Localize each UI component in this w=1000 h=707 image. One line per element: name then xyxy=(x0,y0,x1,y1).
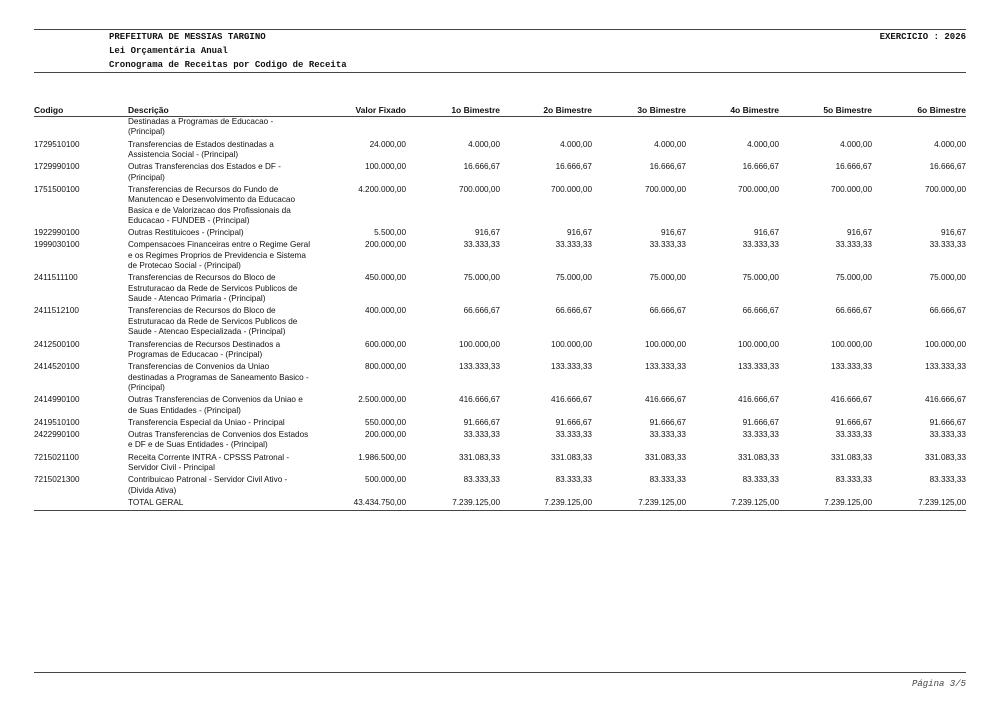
bimester-5: 416.666,67 xyxy=(831,395,872,405)
bimester-6: 133.333,33 xyxy=(925,362,966,372)
fixed-value: 800.000,00 xyxy=(365,362,406,372)
description-line: Outras Transferencias dos Estados e DF - xyxy=(128,162,281,172)
revenue-code: 1729990100 xyxy=(34,162,80,172)
bimester-3: 416.666,67 xyxy=(645,395,686,405)
bimester-6: 700.000,00 xyxy=(925,184,966,194)
bimester-6: 4.000,00 xyxy=(934,139,966,149)
revenue-code: 1999030100 xyxy=(34,240,80,250)
revenue-code: 2412500100 xyxy=(34,339,80,349)
bimester-5: 75.000,00 xyxy=(835,273,872,283)
col-header-description: Descrição xyxy=(128,105,169,115)
description-line: Educacao - FUNDEB - (Principal) xyxy=(128,216,250,226)
bimester-6: 75.000,00 xyxy=(929,273,966,283)
bimester-3: 16.666,67 xyxy=(649,162,686,172)
revenue-description xyxy=(128,273,328,306)
bimester-1: 916,67 xyxy=(474,228,500,238)
table-row xyxy=(34,185,966,228)
fixed-value: 450.000,00 xyxy=(365,273,406,283)
bimester-5: 4.000,00 xyxy=(840,139,872,149)
table-bottom-rule xyxy=(34,510,966,511)
table-row xyxy=(34,240,966,273)
total-label: TOTAL GERAL xyxy=(128,497,184,507)
description-line: Transferencias de Estados destinadas a xyxy=(128,139,274,149)
fixed-value: 1.986.500,00 xyxy=(358,452,406,462)
total-fixed-value: 43.434.750,00 xyxy=(353,497,406,507)
bimester-1: 100.000,00 xyxy=(459,339,500,349)
fixed-value xyxy=(328,117,406,140)
col-header-bimester-4: 4o Bimestre xyxy=(730,105,779,115)
bimester-4: 916,67 xyxy=(753,228,779,238)
bimester-6: 66.666,67 xyxy=(929,306,966,316)
bimester-2: 416.666,67 xyxy=(551,395,592,405)
col-header-bimester-3: 3o Bimestre xyxy=(637,105,686,115)
table-row xyxy=(34,117,966,140)
total-bimester-5: 7.239.125,00 xyxy=(824,497,872,507)
bimester-2: 133.333,33 xyxy=(551,362,592,372)
fixed-value: 400.000,00 xyxy=(365,306,406,316)
revenue-description xyxy=(128,453,328,476)
bimester-4: 331.083,33 xyxy=(738,452,779,462)
revenue-code: 2411512100 xyxy=(34,306,79,316)
bimester-6: 331.083,33 xyxy=(925,452,966,462)
bimester-2: 100.000,00 xyxy=(551,339,592,349)
bimester-6: 91.666,67 xyxy=(929,417,966,427)
table-row xyxy=(34,228,966,240)
bimester-3: 4.000,00 xyxy=(654,139,686,149)
description-line: Outras Transferencias de Convenios dos Estados xyxy=(128,429,309,439)
bimester-3: 66.666,67 xyxy=(649,306,686,316)
bimester-3: 75.000,00 xyxy=(649,273,686,283)
table-row xyxy=(34,140,966,163)
bimester-4: 4.000,00 xyxy=(747,139,779,149)
revenue-code: 2414990100 xyxy=(34,395,80,405)
description-line: de Suas Entidades - (Principal) xyxy=(128,405,241,415)
description-line: (Principal) xyxy=(128,127,165,137)
exercise-year: EXERCICIO : 2026 xyxy=(879,32,966,42)
revenue-code xyxy=(34,117,128,140)
bimester-4: 91.666,67 xyxy=(742,417,779,427)
description-line: Transferencia Especial da Uniao - Principal xyxy=(128,417,285,427)
bimester-6: 916,67 xyxy=(940,228,966,238)
total-bimester-6: 7.239.125,00 xyxy=(918,497,966,507)
col-header-bimester-6: 6o Bimestre xyxy=(917,105,966,115)
revenue-description xyxy=(128,228,328,240)
bimester-2: 33.333,33 xyxy=(555,429,592,439)
fixed-value: 5.500,00 xyxy=(374,228,406,238)
bimester-6: 33.333,33 xyxy=(929,429,966,439)
total-bimester-2: 7.239.125,00 xyxy=(544,497,592,507)
table-row xyxy=(34,430,966,453)
bimester-5 xyxy=(779,117,872,140)
bimester-4: 100.000,00 xyxy=(738,339,779,349)
bimester-2: 33.333,33 xyxy=(555,240,592,250)
bimester-4: 75.000,00 xyxy=(742,273,779,283)
total-bimester-1: 7.239.125,00 xyxy=(452,497,500,507)
table-row xyxy=(34,395,966,418)
bimester-3: 100.000,00 xyxy=(645,339,686,349)
table-header-row xyxy=(34,105,966,117)
bimester-5: 700.000,00 xyxy=(831,184,872,194)
col-header-bimester-2: 2o Bimestre xyxy=(543,105,592,115)
header-bottom-rule xyxy=(34,72,966,73)
bimester-4: 16.666,67 xyxy=(742,162,779,172)
description-line: Transferencias de Convenios da Uniao xyxy=(128,362,270,372)
description-line: (Divida Ativa) xyxy=(128,485,177,495)
revenue-description xyxy=(128,240,328,273)
revenue-description xyxy=(128,340,328,363)
bimester-4: 66.666,67 xyxy=(742,306,779,316)
bimester-5: 133.333,33 xyxy=(831,362,872,372)
bimester-5: 331.083,33 xyxy=(831,452,872,462)
bimester-1: 83.333,33 xyxy=(463,475,500,485)
description-line: Assistencia Social - (Principal) xyxy=(128,150,239,160)
col-header-fixed-value: Valor Fixado xyxy=(355,105,406,115)
bimester-4: 33.333,33 xyxy=(742,240,779,250)
bimester-2: 700.000,00 xyxy=(551,184,592,194)
bimester-6: 83.333,33 xyxy=(929,475,966,485)
bimester-5: 33.333,33 xyxy=(835,240,872,250)
fixed-value: 200.000,00 xyxy=(365,240,406,250)
bimester-4: 133.333,33 xyxy=(738,362,779,372)
description-line: (Principal) xyxy=(128,172,165,182)
report-title: Cronograma de Receitas por Codigo de Receita xyxy=(109,60,347,70)
description-line: Saude - Atencao Especializada - (Principal) xyxy=(128,327,286,337)
revenue-code: 1751500100 xyxy=(34,184,80,194)
table-row xyxy=(34,340,966,363)
bimester-1: 331.083,33 xyxy=(459,452,500,462)
revenue-schedule-table xyxy=(34,105,966,510)
bimester-5: 16.666,67 xyxy=(835,162,872,172)
description-line: Transferencias de Recursos do Fundo de xyxy=(128,184,279,194)
bimester-2: 83.333,33 xyxy=(555,475,592,485)
description-line: Transferencias de Recursos do Bloco de xyxy=(128,273,276,283)
fixed-value: 200.000,00 xyxy=(365,429,406,439)
revenue-description xyxy=(128,140,328,163)
bimester-2: 16.666,67 xyxy=(555,162,592,172)
municipality-name: PREFEITURA DE MESSIAS TARGINO xyxy=(109,32,266,42)
col-header-code: Codigo xyxy=(34,105,64,115)
bimester-4: 33.333,33 xyxy=(742,429,779,439)
bimester-5: 33.333,33 xyxy=(835,429,872,439)
bimester-2: 66.666,67 xyxy=(555,306,592,316)
table-row xyxy=(34,475,966,498)
description-line: destinadas a Programas de Saneamento Basico - xyxy=(128,372,309,382)
page-number: Página 3/5 xyxy=(911,679,966,689)
revenue-code: 1922990100 xyxy=(34,228,80,238)
col-header-bimester-1: 1o Bimestre xyxy=(451,105,500,115)
description-line: Compensacoes Financeiras entre o Regime Geral xyxy=(128,240,311,250)
bimester-4: 416.666,67 xyxy=(738,395,779,405)
description-line: de Protecao Social - (Principal) xyxy=(128,261,241,271)
bimester-6: 100.000,00 xyxy=(925,339,966,349)
description-line: Outras Restituicoes - (Principal) xyxy=(128,228,244,238)
fixed-value: 600.000,00 xyxy=(365,339,406,349)
description-line: Estruturacao da Rede de Servicos Publicos de xyxy=(128,283,298,293)
revenue-description xyxy=(128,185,328,228)
bimester-6: 33.333,33 xyxy=(929,240,966,250)
revenue-code: 2414520100 xyxy=(34,362,80,372)
description-line: Programas de Educacao - (Principal) xyxy=(128,349,263,359)
description-line: Contribuicao Patronal - Servidor Civil Ativo - xyxy=(128,475,288,485)
revenue-code: 2419510100 xyxy=(34,417,80,427)
bimester-2: 4.000,00 xyxy=(560,139,592,149)
budget-law-title: Lei Orçamentária Anual xyxy=(109,46,228,56)
total-bimester-4: 7.239.125,00 xyxy=(731,497,779,507)
bimester-3 xyxy=(592,117,686,140)
fixed-value: 24.000,00 xyxy=(369,139,406,149)
revenue-description xyxy=(128,475,328,498)
table-body xyxy=(34,117,966,498)
bimester-3: 33.333,33 xyxy=(649,429,686,439)
fixed-value: 2.500.000,00 xyxy=(358,395,406,405)
bimester-1: 91.666,67 xyxy=(463,417,500,427)
bimester-3: 700.000,00 xyxy=(645,184,686,194)
total-bimester-3: 7.239.125,00 xyxy=(638,497,686,507)
revenue-description xyxy=(128,430,328,453)
bimester-5: 91.666,67 xyxy=(835,417,872,427)
bimester-1: 75.000,00 xyxy=(463,273,500,283)
revenue-description xyxy=(128,117,328,140)
bimester-1: 700.000,00 xyxy=(459,184,500,194)
bimester-2: 91.666,67 xyxy=(555,417,592,427)
description-line: Transferencias de Recursos do Bloco de xyxy=(128,306,276,316)
total-section xyxy=(34,498,966,510)
revenue-code: 2422990100 xyxy=(34,429,80,439)
table-row xyxy=(34,162,966,185)
description-line: (Principal) xyxy=(128,382,165,392)
bimester-2: 331.083,33 xyxy=(551,452,592,462)
bimester-5: 916,67 xyxy=(846,228,872,238)
bimester-5: 66.666,67 xyxy=(835,306,872,316)
table-row xyxy=(34,306,966,339)
bimester-3: 83.333,33 xyxy=(649,475,686,485)
revenue-code: 2411511100 xyxy=(34,273,78,283)
bimester-2: 916,67 xyxy=(566,228,592,238)
description-line: Servidor Civil - Principal xyxy=(128,462,215,472)
bimester-1: 133.333,33 xyxy=(459,362,500,372)
bimester-5: 100.000,00 xyxy=(831,339,872,349)
bimester-6: 16.666,67 xyxy=(929,162,966,172)
bimester-5: 83.333,33 xyxy=(835,475,872,485)
revenue-description xyxy=(128,162,328,185)
bimester-2 xyxy=(500,117,592,140)
bimester-1: 416.666,67 xyxy=(459,395,500,405)
bimester-3: 331.083,33 xyxy=(645,452,686,462)
revenue-code: 7215021100 xyxy=(34,452,79,462)
bimester-3: 916,67 xyxy=(660,228,686,238)
bimester-3: 91.666,67 xyxy=(649,417,686,427)
fixed-value: 100.000,00 xyxy=(365,162,406,172)
revenue-code: 1729510100 xyxy=(34,139,80,149)
bimester-6: 416.666,67 xyxy=(925,395,966,405)
description-line: Manutencao e Desenvolvimento da Educacao xyxy=(128,195,296,205)
col-header-bimester-5: 5o Bimestre xyxy=(823,105,872,115)
total-row xyxy=(34,498,966,510)
description-line: Basica e de Valorizacao dos Profissionais da xyxy=(128,205,291,215)
footer-rule xyxy=(34,672,966,673)
revenue-code: 7215021300 xyxy=(34,475,80,485)
revenue-description xyxy=(128,362,328,395)
bimester-3: 33.333,33 xyxy=(649,240,686,250)
bimester-2: 75.000,00 xyxy=(555,273,592,283)
description-line: Estruturacao da Rede de Servicos Publicos de xyxy=(128,316,298,326)
total-code-cell xyxy=(34,498,128,510)
description-line: Saude - Atencao Primaria - (Principal) xyxy=(128,294,266,304)
bimester-4: 700.000,00 xyxy=(738,184,779,194)
bimester-4: 83.333,33 xyxy=(742,475,779,485)
fixed-value: 4.200.000,00 xyxy=(358,184,406,194)
bimester-6 xyxy=(872,117,966,140)
bimester-1: 33.333,33 xyxy=(463,429,500,439)
header-top-rule xyxy=(34,29,966,30)
revenue-description xyxy=(128,395,328,418)
bimester-1: 4.000,00 xyxy=(468,139,500,149)
table-row xyxy=(34,418,966,430)
table-row xyxy=(34,362,966,395)
revenue-description xyxy=(128,418,328,430)
bimester-4 xyxy=(686,117,779,140)
table-row xyxy=(34,453,966,476)
fixed-value: 550.000,00 xyxy=(365,417,406,427)
bimester-1: 33.333,33 xyxy=(463,240,500,250)
description-line: e os Regimes Proprios de Previdencia e Sistema xyxy=(128,250,306,260)
fixed-value: 500.000,00 xyxy=(365,475,406,485)
bimester-1 xyxy=(406,117,500,140)
bimester-3: 133.333,33 xyxy=(645,362,686,372)
table-row xyxy=(34,273,966,306)
description-line: Outras Transferencias de Convenios da Uniao e xyxy=(128,395,303,405)
description-line: Receita Corrente INTRA - CPSSS Patronal - xyxy=(128,452,290,462)
description-line: Transferencias de Recursos Destinados a xyxy=(128,339,281,349)
bimester-1: 66.666,67 xyxy=(463,306,500,316)
description-line: e DF e de Suas Entidades - (Principal) xyxy=(128,440,268,450)
revenue-description xyxy=(128,306,328,339)
bimester-1: 16.666,67 xyxy=(463,162,500,172)
description-line: Destinadas a Programas de Educacao - xyxy=(128,117,274,126)
